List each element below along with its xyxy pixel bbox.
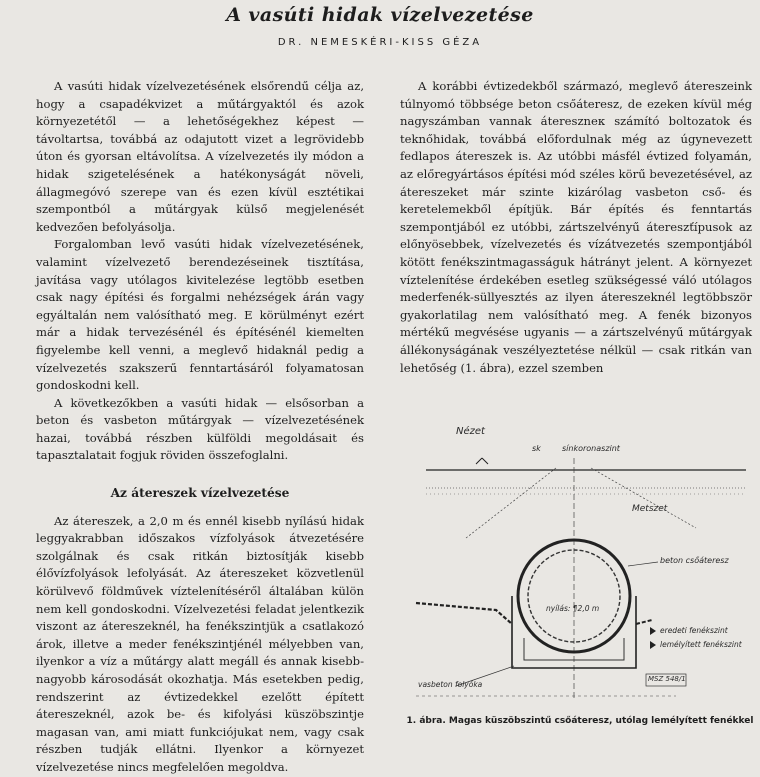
level-arrow xyxy=(650,627,656,635)
section-heading: Az átereszek vízelvezetése xyxy=(110,486,290,501)
label-original-bed: eredeti fenékszint xyxy=(660,626,728,635)
slope-line xyxy=(591,468,696,528)
label-standard: MSZ 548/1 xyxy=(648,675,686,683)
level-marker xyxy=(476,458,488,464)
figure-caption: 1. ábra. Magas küszöbszintű csőáteresz, utólag lemélyített fenékkel xyxy=(406,716,754,726)
label-section: Metszet xyxy=(632,504,668,514)
label-concrete-pipe: beton csőáteresz xyxy=(660,556,729,565)
riprap-right xyxy=(636,620,652,624)
label-rail-level: sínkoronaszint xyxy=(562,444,620,453)
figure-culvert-diagram xyxy=(396,428,756,720)
article-title: A vasúti hidak vízelvezetése xyxy=(226,4,534,26)
label-view: Nézet xyxy=(456,426,485,437)
culvert-drawing xyxy=(396,428,756,720)
slope-line xyxy=(466,468,556,538)
level-arrow xyxy=(650,641,656,649)
paragraph: A korábbi évtizedekből származó, meglevő átereszeink túlnyomó többsége beton csőáteresz, de ezeken kívül még nagyszámban vannak átereszneк számító boltozatok és teknőhidak, továbbá előfordulnak még az úgynevezett fedlapos átereszek is. Az utóbbi másfél évtized folyamán, az előregyártásos építési mód széles körű bevezetésével, az átereszeket már szinte kizárólag vasbeton cső- és keretelemekből építjük. Bár építés és fenntartás szempontjából ez utóbbi, zártszelvényű átereszťípusok az előnyösebbek, vízelvezetés és vízátvezetés szempontjából kötött fenékszintmagasságuk hátrányt jelent. A környezet víztelenítése érdekében esetleg szükségessé váló utólagos mederfenék-süllyesztés az ilyen átereszeknél legtöbbször gyakorlatilag nem valósítható meg. A fenék bizonyos mértékű megvésése ugyanis — a zártszelvényű műtárgyak állékonyságának veszélyeztetése nélkül — csak ritkán van lehetőség (1. ábra), ezzel szemben xyxy=(400,79,752,375)
leader-line xyxy=(628,562,658,566)
paragraph: Forgalomban levő vasúti hidak vízelvezetésének, valamint vízelvezető berendezéseinek tisztítása, javítása vagy utólagos kivitelezése legtöbb esetben csak nagy építési és forgalmi nehézségek árán vagy egyáltalán nem valósítható meg. E körülményt ezért már a hidak tervezésénél és építésénél kiemelten figyelembe kell venni, a meglevő hidaknál pedig a vízelvezetés szakszerű fenntartásáról folyamatosan gondoskodni kell. xyxy=(36,237,364,393)
paragraph: A következőkben a vasúti hidak — elsősorban a beton és vasbeton műtárgyak — vízelvezetésének hazai, továbbá részben külföldi megoldásait és tapasztalatait fogjuk röviden összefoglalni. xyxy=(36,395,364,463)
left-column xyxy=(36,78,364,777)
paragraph: A vasúti hidak vízelvezetésének elsőrendű célja az, hogy a csapadékvizet a műtárgyaktól és azok környezetétől — a lehetőségekhez képest — távoltartsa, továbbá az odajutott vizet a legrövidebb úton és gyorsan eltávolítsa. A vízelvezetés ily módon a hidak szigetelésének a hatékonyságát növeli, állagmegóvó szerepe van és ezen kívül esztétikai szempontból a műtárgyak külső megjelenését kedvezően befolyásolja. xyxy=(36,79,364,234)
label-opening: nyílás: ¶2,0 m xyxy=(546,604,600,613)
label-lowered-bed: lemélyített fenékszint xyxy=(660,640,742,649)
article-author: DR. NEMESKÉRI-KISS GÉZA xyxy=(277,37,483,48)
riprap-left xyxy=(416,603,512,624)
label-concrete-gutter: vasbeton folyóka xyxy=(418,680,483,689)
right-column xyxy=(400,78,752,377)
paragraph: Az átereszek, a 2,0 m és ennél kisebb nyílású hidak leggyakrabban időszakos vízfolyások átvezetésére szolgálnak és csak ritkán biztosítják kisebb élővízfolyások lefolyását. Az átereszeket közvetlenül körülvevő földművek víztelenítéséről általában külön nem kell gondoskodni. Vízelvezetési feladat jelentkezik viszont az átereszeknél, ha fenékszintjük a csatlakozó árok, illetve a meder fenékszintjénél mélyebben van, ilyenkor a víz a műtárgy alatt megáll és annak kisebb-nagyobb károsodását okozhatja. Más esetekben pedig, rendszerint az évtizedekkel ezelőtt épített átereszeknél, azok be- és kifolyási küszöbszintje magasan van, ami miatt funkciójukat nem, vagy csak részben tudják ellátni. Ilyenkor a környezet vízelvezetése nincs megfelelően megoldva. xyxy=(36,513,364,774)
label-sk: sk xyxy=(532,444,541,453)
